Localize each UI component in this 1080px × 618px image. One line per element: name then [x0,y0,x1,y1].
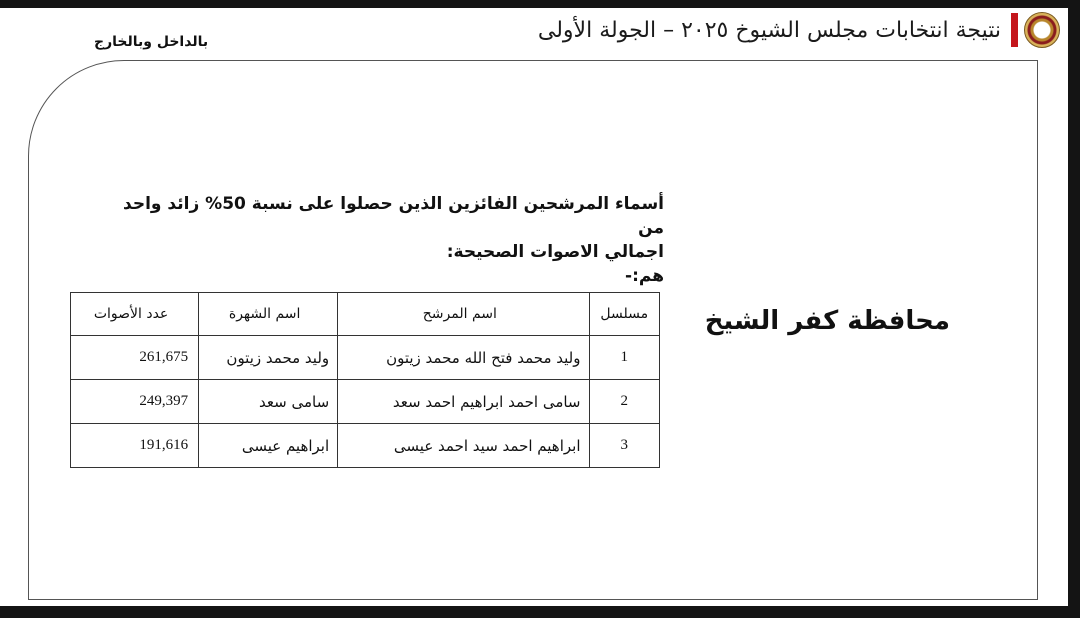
slide-title: نتيجة انتخابات مجلس الشيوخ ٢٠٢٥ – الجولة الأولى [537,17,1001,43]
cell-serial: 3 [589,424,660,468]
cell-votes: 249,397 [71,380,199,424]
cell-serial: 2 [589,380,660,424]
cell-known-as: وليد محمد زيتون [199,336,338,380]
intro-line-2: اجمالي الاصوات الصحيحة: [446,242,664,262]
frame-right [1068,0,1080,618]
cell-votes: 261,675 [71,336,199,380]
state-seal-icon [1024,12,1060,48]
cell-candidate: ابراهيم احمد سيد احمد عيسى [338,424,589,468]
cell-candidate: وليد محمد فتح الله محمد زيتون [338,336,589,380]
governorate-name: محافظة كفر الشيخ [704,306,950,336]
table-row [71,424,660,468]
intro-text [104,192,664,288]
cell-known-as: سامى سعد [199,380,338,424]
table-row [71,336,660,380]
intro-line-1: أسماء المرشحين الفائزين الذين حصلوا على نسبة 50% زائد واحد من [123,194,664,238]
accent-bar [1011,13,1018,47]
slide-header [538,12,1060,48]
table-row [71,380,660,424]
header-candidate: اسم المرشح [338,293,589,336]
slide-subtitle: بالداخل وبالخارج [94,34,209,50]
cell-votes: 191,616 [71,424,199,468]
cell-known-as: ابراهيم عيسى [199,424,338,468]
intro-line-3: هم:- [625,266,664,286]
frame-top [0,0,1080,8]
results-table [70,292,660,468]
table-header-row [71,293,660,336]
header-known-as: اسم الشهرة [199,293,338,336]
frame-bottom [0,606,1080,618]
cell-candidate: سامى احمد ابراهيم احمد سعد [338,380,589,424]
cell-serial: 1 [589,336,660,380]
header-votes: عدد الأصوات [71,293,199,336]
header-serial: مسلسل [589,293,660,336]
